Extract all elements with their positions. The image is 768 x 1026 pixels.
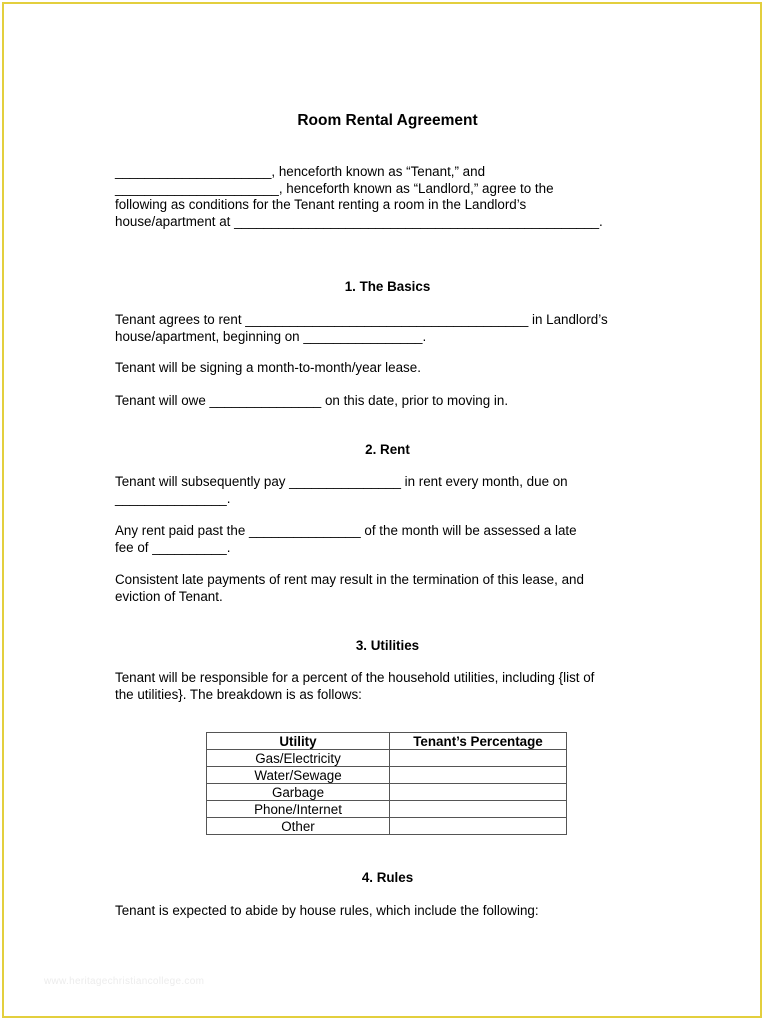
rent-p3-line-1: Consistent late payments of rent may result in the termination of this lease, and [115,572,584,587]
rent-p2-line-2: fee of __________. [115,539,231,555]
utilities-p1-line-1: Tenant will be responsible for a percent of the household utilities, including {list of [115,670,595,685]
utilities-paragraph [115,670,660,703]
intro-paragraph [115,164,660,230]
basics-p2: Tenant will be signing a month-to-month/year lease. [115,360,421,375]
intro-line-3: following as conditions for the Tenant renting a room in the Landlord’s [115,197,527,212]
rent-paragraph-2 [115,523,660,556]
document-page [2,2,762,1018]
document-title: Room Rental Agreement [297,112,478,129]
basics-paragraph-1 [115,312,660,345]
table-cell-utility: Garbage [207,784,390,801]
rent-p3-line-2: eviction of Tenant. [115,588,223,604]
intro-line-4: house/apartment at _________________________________________________. [115,213,603,229]
rent-p2-line-1: Any rent paid past the _______________ of the month will be assessed a late [115,523,577,538]
utilities-p1-line-2: the utilities}. The breakdown is as follows: [115,686,362,702]
basics-p3: Tenant will owe _______________ on this date, prior to moving in. [115,393,509,408]
utilities-table [206,732,567,835]
table-row [207,784,567,801]
table-row [207,801,567,818]
table-cell-percentage [390,750,567,767]
table-cell-utility: Phone/Internet [207,801,390,818]
section-4-heading: 4. Rules [361,870,414,885]
section-2-heading: 2. Rent [365,442,410,457]
basics-p1-line-1: Tenant agrees to rent ______________________________________ in Landlord’s [115,312,608,327]
rent-paragraph-3 [115,572,660,605]
table-cell-percentage [390,767,567,784]
table-row [207,767,567,784]
rules-paragraph [115,903,660,920]
intro-line-1: _____________________, henceforth known as “Tenant,” and [115,164,486,179]
table-row [207,818,567,835]
basics-paragraph-3 [115,393,660,410]
table-header-utility: Utility [207,733,390,750]
table-cell-percentage [390,818,567,835]
table-header-tenant-percentage: Tenant’s Percentage [390,733,567,750]
table-cell-utility: Other [207,818,390,835]
rent-p1-line-1: Tenant will subsequently pay _______________ in rent every month, due on [115,474,568,489]
table-cell-percentage [390,801,567,818]
table-row [207,750,567,767]
rent-paragraph-1 [115,474,660,507]
rules-p1: Tenant is expected to abide by house rules, which include the following: [115,903,539,918]
table-cell-utility: Gas/Electricity [207,750,390,767]
watermark-text: www.heritagechristiancollege.com [44,976,205,987]
intro-line-2: ______________________, henceforth known as “Landlord,” agree to the [115,180,554,196]
basics-p1-line-2: house/apartment, beginning on ________________. [115,328,427,344]
table-header-row [207,733,567,750]
table-cell-utility: Water/Sewage [207,767,390,784]
section-3-heading: 3. Utilities [355,638,420,653]
basics-paragraph-2 [115,360,660,377]
rent-p1-line-2: _______________. [115,490,231,506]
section-1-heading: 1. The Basics [344,279,431,294]
table-cell-percentage [390,784,567,801]
